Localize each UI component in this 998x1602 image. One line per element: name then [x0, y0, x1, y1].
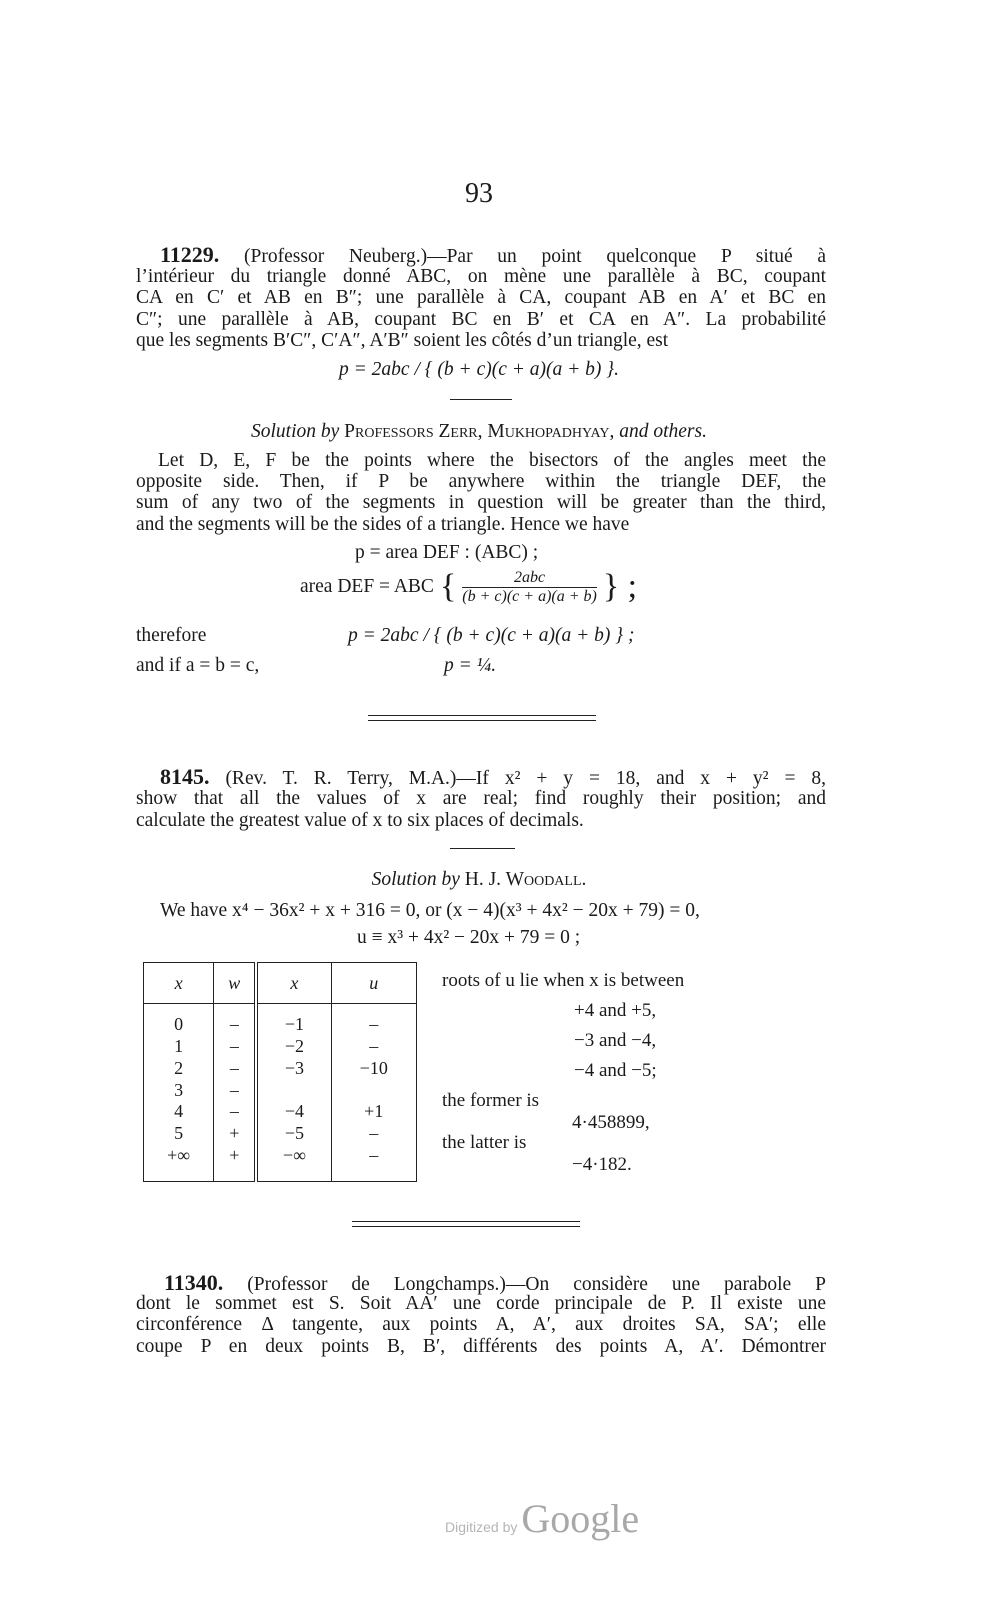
question-8145-line	[136, 766, 826, 790]
root-range: +4 and +5,	[574, 1000, 657, 1021]
brace: } ;	[602, 568, 638, 605]
root-range: −3 and −4,	[574, 1030, 657, 1051]
former-label: the former is	[442, 1090, 540, 1111]
column-header: x	[144, 963, 214, 1004]
roots-text: roots of u lie when x is between	[442, 970, 685, 991]
table-row: 1 – −2 –	[144, 1036, 417, 1058]
equation: p = area DEF : (ABC) ;	[355, 542, 539, 563]
question-11229-line	[136, 244, 826, 268]
formula: p = 2abc / { (b + c)(c + a)(a + b) }.	[339, 359, 619, 380]
equation: p = ¼.	[444, 655, 497, 676]
question-8145-line: show that all the values of x are real; find roughly their position; and	[136, 788, 826, 809]
page-number: 93	[465, 178, 493, 209]
question-11229-line: CA en C′ et AB en B″; une parallèle à CA, coupant AB en A′ et BC en	[136, 287, 826, 308]
table-header	[144, 963, 417, 1004]
table-row: 3 –	[144, 1080, 417, 1102]
question-text: (Rev. T. R. Terry, M.A.)—If x² + y = 18, and x + y² = 8,	[225, 768, 826, 789]
equation-fraction	[300, 568, 637, 606]
column-header: x	[256, 963, 331, 1004]
equation: u ≡ x³ + 4x² − 20x + 79 = 0 ;	[357, 927, 581, 948]
question-11340-line: circonférence Δ tangente, aux points A, A′, aux droites SA, SA′; elle	[136, 1314, 826, 1335]
equation: p = 2abc / { (b + c)(c + a)(a + b) } ;	[348, 625, 635, 646]
question-text: (Professor Neuberg.)—Par un point quelconque P situé à	[244, 246, 827, 267]
solution-others: and others.	[619, 421, 707, 442]
digitized-watermark	[445, 1495, 639, 1542]
column-header: u	[331, 963, 416, 1004]
divider	[450, 848, 515, 849]
therefore-label: therefore	[136, 625, 207, 646]
question-11229-line: que les segments B′C″, C′A″, A′B″ soient les côtés d’un triangle, est	[136, 330, 669, 351]
equation-left: area DEF = ABC	[300, 576, 434, 597]
watermark-prefix: Digitized by	[445, 1519, 518, 1535]
google-logo: Google	[521, 1496, 640, 1541]
question-11340-line: coupe P en deux points B, B′, différents des points A, A′. Démontrer	[136, 1336, 826, 1357]
column-header: w	[214, 963, 257, 1004]
divider	[450, 399, 512, 400]
equation: We have x⁴ − 36x² + x + 316 = 0, or (x − 4)(x³ + 4x² − 20x + 79) = 0,	[160, 900, 700, 921]
section-divider	[368, 715, 596, 721]
root-range: −4 and −5;	[574, 1060, 657, 1081]
table-row: 2 – −3 −10	[144, 1058, 417, 1080]
solution-authors: Professors Zerr, Mukhopadhyay,	[344, 421, 615, 442]
table-row: +∞ + −∞ –	[144, 1145, 417, 1167]
solution-by-label: Solution by	[371, 869, 460, 890]
solution-heading	[0, 421, 958, 443]
question-number: 11229.	[160, 242, 220, 267]
table-row: 0 – −1 –	[144, 1014, 417, 1036]
solution-line: sum of any two of the segments in question will be greater than the third,	[136, 492, 826, 513]
latter-label: the latter is	[442, 1132, 527, 1153]
question-8145-line: calculate the greatest value of x to six places of decimals.	[136, 810, 584, 831]
former-value: 4·458899,	[572, 1112, 650, 1133]
question-11229-line: l’intérieur du triangle donné ABC, on mène une parallèle à BC, coupant	[136, 266, 826, 287]
denominator: (b + c)(c + a)(a + b)	[462, 587, 597, 605]
question-number: 8145.	[160, 764, 210, 789]
question-text: (Professor de Longchamps.)—On considère une parabole P	[247, 1274, 827, 1295]
solution-author: H. J. Woodall.	[464, 869, 587, 890]
table-row: 5 + −5 –	[144, 1123, 417, 1145]
question-11340-line: dont le sommet est S. Soit AA′ une corde principale de P. Il existe une	[136, 1293, 826, 1314]
solution-heading	[0, 869, 958, 891]
sign-table	[143, 962, 417, 1182]
brace: {	[439, 568, 457, 605]
numerator: 2abc	[462, 569, 597, 588]
solution-line: opposite side. Then, if P be anywhere within the triangle DEF, the	[136, 471, 826, 492]
section-divider	[352, 1221, 580, 1227]
question-number: 11340.	[164, 1270, 224, 1295]
solution-line: and the segments will be the sides of a triangle. Hence we have	[136, 514, 630, 535]
fraction	[462, 569, 597, 606]
question-11229-line: C″; une parallèle à AB, coupant BC en B′ et CA en A″. La probabilité	[136, 309, 826, 330]
solution-line: Let D, E, F be the points where the bisectors of the angles meet the	[158, 450, 826, 471]
condition-label: and if a = b = c,	[136, 655, 260, 676]
latter-value: −4·182.	[572, 1154, 632, 1175]
table-row: 4 – −4 +1	[144, 1101, 417, 1123]
solution-by-label: Solution by	[251, 421, 340, 442]
